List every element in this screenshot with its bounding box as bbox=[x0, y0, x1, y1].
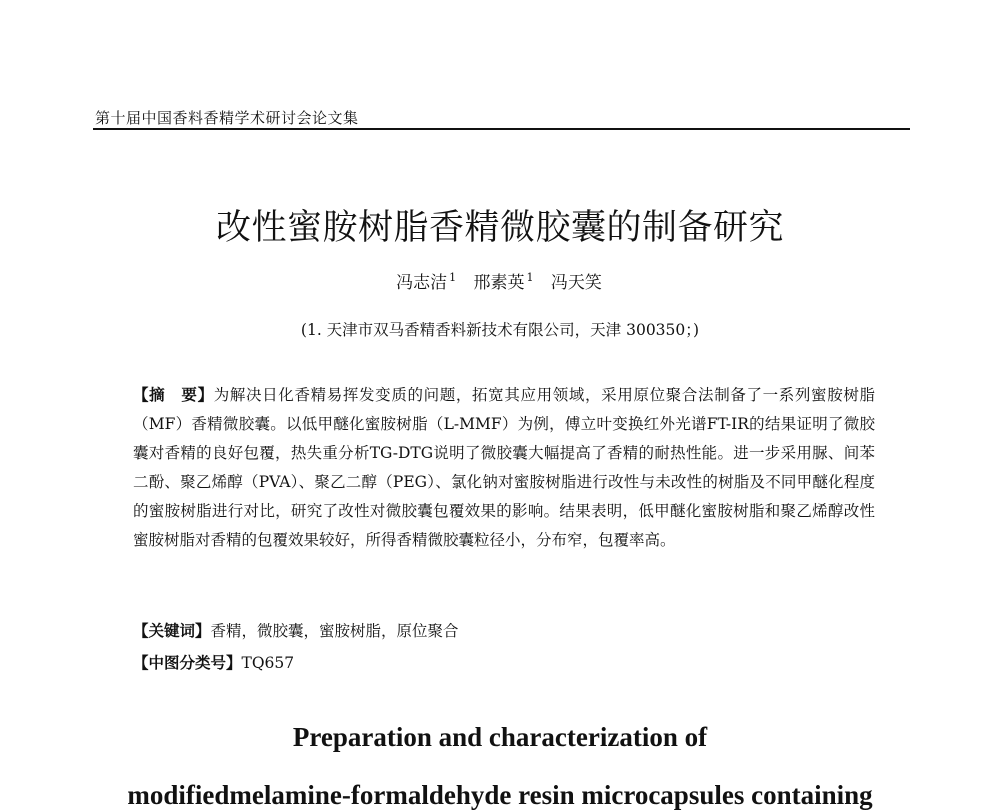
affiliation: (1. 天津市双马香精香料新技术有限公司，天津 300350；) bbox=[300, 321, 700, 339]
abstract-text: 为解决日化香精易挥发变质的问题，拓宽其应用领域，采用原位聚合法制备了一系列蜜胺树脂（MF）香精微胶囊。以低甲醚化蜜胺树脂（L-MMF）为例，傅立叶变换红外光谱FT-IR的结果证明了微胶囊对香精的良好包覆，热失重分析TG-DTG说明了微胶囊大幅提高了香精的耐热性能。进一步采用脲、间苯二酚、聚乙烯醇（PVA）、聚乙二醇（PEG）、氯化钠对蜜胺树脂进行改性与未改性的树脂及不同甲醚化程度的蜜胺树脂进行对比，研究了改性对微胶囊包覆效果的影响。结果表明，低甲醚化蜜胺树脂和聚乙烯醇改性蜜胺树脂对香精的包覆效果较好，所得香精微胶囊粒径小，分布窄，包覆率高。 bbox=[133, 386, 875, 549]
author bbox=[551, 268, 604, 293]
keywords-text: 香精，微胶囊，蜜胺树脂，原位聚合 bbox=[210, 622, 459, 640]
english-title-line-1: Preparation and characterization of bbox=[292, 722, 708, 752]
classification-number bbox=[133, 649, 875, 678]
author-name: 邢素英 bbox=[473, 273, 525, 293]
author-affil-mark: 1 bbox=[449, 271, 457, 284]
clc-label: 【中图分类号】 bbox=[133, 654, 242, 672]
author bbox=[396, 268, 456, 293]
author-list bbox=[0, 268, 1000, 293]
running-header: 第十届中国香料香精学术研讨会论文集 bbox=[95, 109, 359, 127]
english-title-line-2: modifiedmelamine-formaldehyde resin microcapsules containing bbox=[127, 780, 873, 810]
abstract bbox=[133, 381, 875, 555]
paper-title: 改性蜜胺树脂香精微胶囊的制备研究 bbox=[215, 208, 784, 248]
header-rule bbox=[93, 128, 910, 130]
author-name: 冯志洁 bbox=[396, 273, 448, 293]
author-name: 冯天笑 bbox=[550, 273, 602, 293]
author-affil-mark: 1 bbox=[526, 271, 534, 284]
clc-text: TQ657 bbox=[241, 654, 295, 672]
abstract-label: 【摘 要】 bbox=[133, 386, 214, 404]
keywords bbox=[133, 617, 875, 646]
author bbox=[474, 268, 534, 293]
keywords-label: 【关键词】 bbox=[133, 622, 211, 640]
